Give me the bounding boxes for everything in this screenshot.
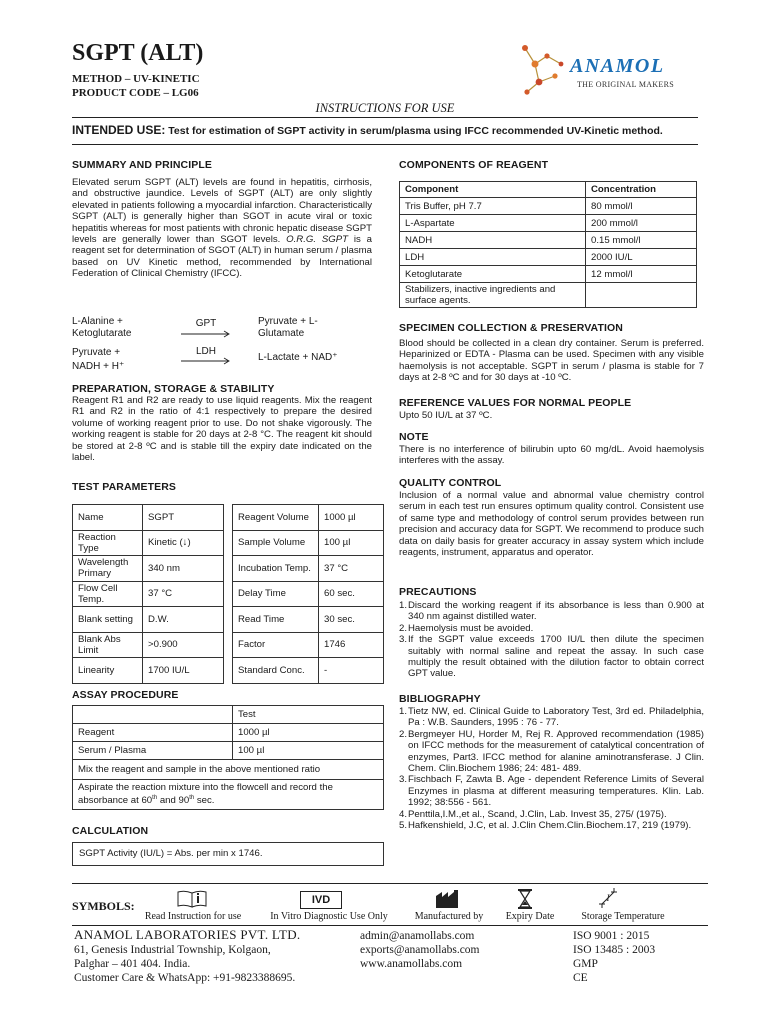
table-row <box>233 632 384 658</box>
storage-temperature-icon <box>596 886 620 910</box>
symbols-divider <box>72 883 708 884</box>
table-cell: NADH <box>400 232 586 249</box>
specimen-text: Blood should be collected in a clean dry container. Serum is preferred. Heparinized or EDTA - Plasma can be used. Specimen with any visible haemolysis is not acceptable. SGPT in serum / plasma is stable for 7 days at 2-8 ºC and for 30 days at -10 ºC. <box>399 338 704 384</box>
assay-cell: 100 µl <box>233 742 384 760</box>
symbol-caption: Read Instruction for use <box>144 911 242 922</box>
table-cell: Read Time <box>233 607 319 633</box>
table-row <box>233 530 384 556</box>
table-row <box>73 505 224 531</box>
bibliography-list <box>399 706 704 831</box>
assay-cell: 1000 µl <box>233 724 384 742</box>
table-row <box>73 581 224 607</box>
assay-note: Mix the reagent and sample in the above mentioned ratio <box>73 760 384 780</box>
table-cell: Blank setting <box>73 607 143 633</box>
preparation-heading: PREPARATION, STORAGE & STABILITY <box>72 383 275 395</box>
note-heading: NOTE <box>399 431 429 443</box>
bibliography-item: 3. Fischbach F, Zawta B. Age - dependent Reference Limits of Several Enzymes in plasma at different measuring temperatures. Klin. Lab. 1992; 38:556 - 561. <box>399 774 704 809</box>
bibliography-item: 5. Hafkenshield, J.C, et al. J.Clin Chem.Clin.Biochem.17, 219 (1979). <box>399 820 692 832</box>
table-cell: Blank Abs Limit <box>73 632 143 658</box>
intended-use <box>72 123 712 137</box>
table-row <box>233 505 384 531</box>
address-line-2: Palghar – 401 404. India. <box>74 958 191 970</box>
reaction2-product: L-Lactate + NAD⁺ <box>258 352 338 363</box>
intended-use-label: INTENDED USE: <box>72 123 166 137</box>
table-cell: Delay Time <box>233 581 319 607</box>
calculation-heading: CALCULATION <box>72 825 149 837</box>
table-row <box>73 530 224 556</box>
components-col-component: Component <box>400 182 586 198</box>
assay-heading: ASSAY PROCEDURE <box>72 689 179 701</box>
method-label: METHOD – UV-KINETIC <box>72 73 200 85</box>
reaction2-substrate-b: NADH + H⁺ <box>72 361 125 372</box>
summary-paragraph: Elevated serum SGPT (ALT) levels are found in hepatitis, cirrhosis, and obstructive jaundice. Levels of SGPT (ALT) are only slightly elevated in patients following a myocardial infarction. Characteristically SGPT (ALT) is generally higher than SGOT in acute viral or toxic hepatitis whereas for most patients with chronic hepatic disease SGPT levels are generally lower than SGOT levels. <box>72 177 372 246</box>
table-row <box>233 581 384 607</box>
preparation-text: Reagent R1 and R2 are ready to use liquid reagents. Mix the reagent R1 and R2 in the ratio of 4:1 respectively to prepare the desired volume of working reagent prior to use. Do not shake vigorously. The working reagent is stable for 20 days at 2-8 °C. The reagent kit should be stored at 2-8 ºC and is stable till the expiry date indicated on the label. <box>72 395 372 464</box>
table-cell: Wavelength Primary <box>73 556 143 582</box>
bibliography-item: 4. Penttila,I.M.,et al., Scand, J.Clin, Lab. Invest 35, 275/ (1975). <box>399 808 667 820</box>
assay-table <box>72 705 384 810</box>
table-cell: 2000 IU/L <box>586 249 697 266</box>
table-row <box>233 607 384 633</box>
reaction1-product: Pyruvate + L-Glutamate <box>258 316 318 339</box>
table-row <box>73 607 224 633</box>
bibliography-heading: BIBLIOGRAPHY <box>399 693 481 705</box>
note-text: There is no interference of bilirubin upto 60 mg/dL. Avoid haemolysis interferes with the assay. <box>399 444 704 467</box>
ivd-icon: IVD <box>300 891 342 909</box>
table-cell: Stabilizers, inactive ingredients and surface agents. <box>400 283 586 308</box>
email-exports[interactable]: exports@anamollabs.com <box>360 944 480 956</box>
calculation-formula: SGPT Activity (IU/L) = Abs. per min x 1746. <box>72 842 384 866</box>
symbol-caption: Expiry Date <box>505 911 555 922</box>
table-row <box>233 658 384 684</box>
table-cell: 200 mmol/l <box>586 215 697 232</box>
summary-paragraph-2: is a reagent set for determination of SGOT (ALT) in human serum / plasma based on UV Kinetic method, recommended by International Federation of Clinical Chemistry (IFCC). <box>72 234 373 280</box>
components-heading: COMPONENTS OF REAGENT <box>399 159 549 171</box>
assay-cell: Serum / Plasma <box>73 742 233 760</box>
table-row <box>400 266 697 283</box>
table-cell: >0.900 <box>143 632 224 658</box>
brand-name: ANAMOL <box>570 55 665 77</box>
precaution-item: 3. If the SGPT value exceeds 1700 IU/L then dilute the specimen suitably with normal saline and repeat the assay. In such case multiply the result obtained with the dilution factor to obtain correct GPT value. <box>399 634 704 680</box>
assay-blank-cell <box>73 706 233 724</box>
table-cell: Ketoglutarate <box>400 266 586 283</box>
table-cell: Reaction Type <box>73 530 143 556</box>
precaution-item: 2. Haemolysis must be avoided. <box>399 622 534 634</box>
reference-text: Upto 50 IU/L at 37 ºC. <box>399 410 493 421</box>
test-parameters-table-left <box>72 504 224 684</box>
brand-logo <box>513 42 573 98</box>
table-cell: L-Aspartate <box>400 215 586 232</box>
reaction2-substrate-a: Pyruvate + <box>72 347 121 358</box>
manufacturer-icon <box>434 889 460 909</box>
table-row <box>400 232 697 249</box>
assay-note: Aspirate the reaction mixture into the flowcell and record the absorbance at 60th and 90th sec. <box>73 780 384 810</box>
table-cell: Sample Volume <box>233 530 319 556</box>
precautions-heading: PRECAUTIONS <box>399 586 477 598</box>
table-cell: 60 sec. <box>319 581 384 607</box>
org-name: O.R.G. SGPT <box>286 234 349 246</box>
table-cell: Factor <box>233 632 319 658</box>
reaction2-arrow <box>180 352 232 362</box>
test-parameters-table-right <box>232 504 384 684</box>
table-cell <box>586 283 697 308</box>
components-table <box>399 181 697 308</box>
table-row <box>73 658 224 684</box>
summary-text <box>72 177 372 280</box>
symbols-label: SYMBOLS: <box>72 899 135 913</box>
quality-heading: QUALITY CONTROL <box>399 477 502 489</box>
bibliography-item: 1. Tietz NW, ed. Clinical Guide to Laboratory Test, 3rd ed. Philadelphia, Pa : W.B. Saunders, 1995 : 76 - 77. <box>399 706 704 729</box>
brand-tagline: THE ORIGINAL MAKERS <box>577 80 674 89</box>
assay-cell: Reagent <box>73 724 233 742</box>
product-code: PRODUCT CODE – LG06 <box>72 87 199 99</box>
cert-iso13485: ISO 13485 : 2003 <box>573 944 656 956</box>
svg-text:I: I <box>606 893 610 903</box>
table-cell: Standard Conc. <box>233 658 319 684</box>
test-parameters-heading: TEST PARAMETERS <box>72 481 176 493</box>
cert-ce: CE <box>573 972 588 984</box>
table-cell: 0.15 mmol/l <box>586 232 697 249</box>
cert-iso9001: ISO 9001 : 2015 <box>573 930 650 942</box>
table-cell: Linearity <box>73 658 143 684</box>
table-row <box>400 198 697 215</box>
customer-care: Customer Care & WhatsApp: +91-9823388695. <box>74 972 296 984</box>
table-cell: 80 mmol/l <box>586 198 697 215</box>
table-cell: LDH <box>400 249 586 266</box>
table-cell: Kinetic (↓) <box>143 530 224 556</box>
table-cell: 12 mmol/l <box>586 266 697 283</box>
cert-gmp: GMP <box>573 958 598 970</box>
table-row <box>73 632 224 658</box>
table-cell: 1746 <box>319 632 384 658</box>
company-name: ANAMOL LABORATORIES PVT. LTD. <box>74 927 301 942</box>
symbol-caption: Storage Temperature <box>581 911 665 922</box>
table-cell: 1000 µl <box>319 505 384 531</box>
table-cell: - <box>319 658 384 684</box>
table-cell: Flow Cell Temp. <box>73 581 143 607</box>
table-row <box>400 215 697 232</box>
reaction1-arrow <box>180 325 232 335</box>
intended-divider <box>72 144 698 145</box>
table-cell: Tris Buffer, pH 7.7 <box>400 198 586 215</box>
summary-heading: SUMMARY AND PRINCIPLE <box>72 159 212 171</box>
table-cell: Reagent Volume <box>233 505 319 531</box>
symbol-caption: In Vitro Diagnostic Use Only <box>270 911 388 922</box>
reaction1-enzyme: GPT <box>195 318 217 329</box>
table-row <box>400 283 697 308</box>
table-row <box>233 556 384 582</box>
read-instructions-icon <box>176 889 210 909</box>
website-link[interactable]: www.anamollabs.com <box>360 958 463 970</box>
assay-col-test: Test <box>233 706 384 724</box>
precautions-list <box>399 600 704 680</box>
reference-heading: REFERENCE VALUES FOR NORMAL PEOPLE <box>399 397 632 409</box>
table-cell: 100 µl <box>319 530 384 556</box>
address-line-1: 61, Genesis Industrial Township, Kolgaon, <box>74 944 271 956</box>
instructions-heading: INSTRUCTIONS FOR USE <box>315 101 455 115</box>
reaction2-enzyme: LDH <box>195 346 216 357</box>
hourglass-icon <box>516 888 534 910</box>
table-cell: Incubation Temp. <box>233 556 319 582</box>
symbol-caption: Manufactured by <box>414 911 484 922</box>
table-cell: 340 nm <box>143 556 224 582</box>
table-cell: 37 °C <box>319 556 384 582</box>
table-row <box>400 249 697 266</box>
table-cell: 30 sec. <box>319 607 384 633</box>
page-title: SGPT (ALT) <box>72 40 204 66</box>
precaution-item: 1. Discard the working reagent if its absorbance is less than 0.900 at 340 nm against distilled water. <box>399 600 704 623</box>
table-cell: 37 °C <box>143 581 224 607</box>
table-cell: SGPT <box>143 505 224 531</box>
components-col-concentration: Concentration <box>586 182 697 198</box>
table-row <box>73 556 224 582</box>
molecule-logo-icon <box>513 42 573 98</box>
intended-use-text: Test for estimation of SGPT activity in serum/plasma using IFCC recommended UV-Kinetic method. <box>168 125 663 137</box>
header-divider <box>72 117 698 118</box>
reaction1-substrate: L-Alanine + Ketoglutarate <box>72 316 132 339</box>
table-cell: Name <box>73 505 143 531</box>
footer-divider <box>72 925 708 926</box>
email-admin[interactable]: admin@anamollabs.com <box>360 930 475 942</box>
bibliography-item: 2. Bergmeyer HU, Horder M, Rej R. Approved recommendation (1985) on IFCC methods for the measurement of catalytical concentration of enzymes, Part3. IFCC method for alanine aminotransferase. J Clin. Chem. Clin.Biochem 1986; 24: 481- 489. <box>399 728 704 775</box>
table-cell: D.W. <box>143 607 224 633</box>
specimen-heading: SPECIMEN COLLECTION & PRESERVATION <box>399 322 623 334</box>
quality-text: Inclusion of a normal value and abnormal value chemistry control serum in each test run ensures optimum quality control. Consistent use of same type and methodology of control serum provides between run precision and accuracy data for SGPT. We recommend to produce such data on daily basis for greater accuracy in assay system which include reagents, instrument, apparatus and operator. <box>399 490 704 559</box>
table-cell: 1700 IU/L <box>143 658 224 684</box>
